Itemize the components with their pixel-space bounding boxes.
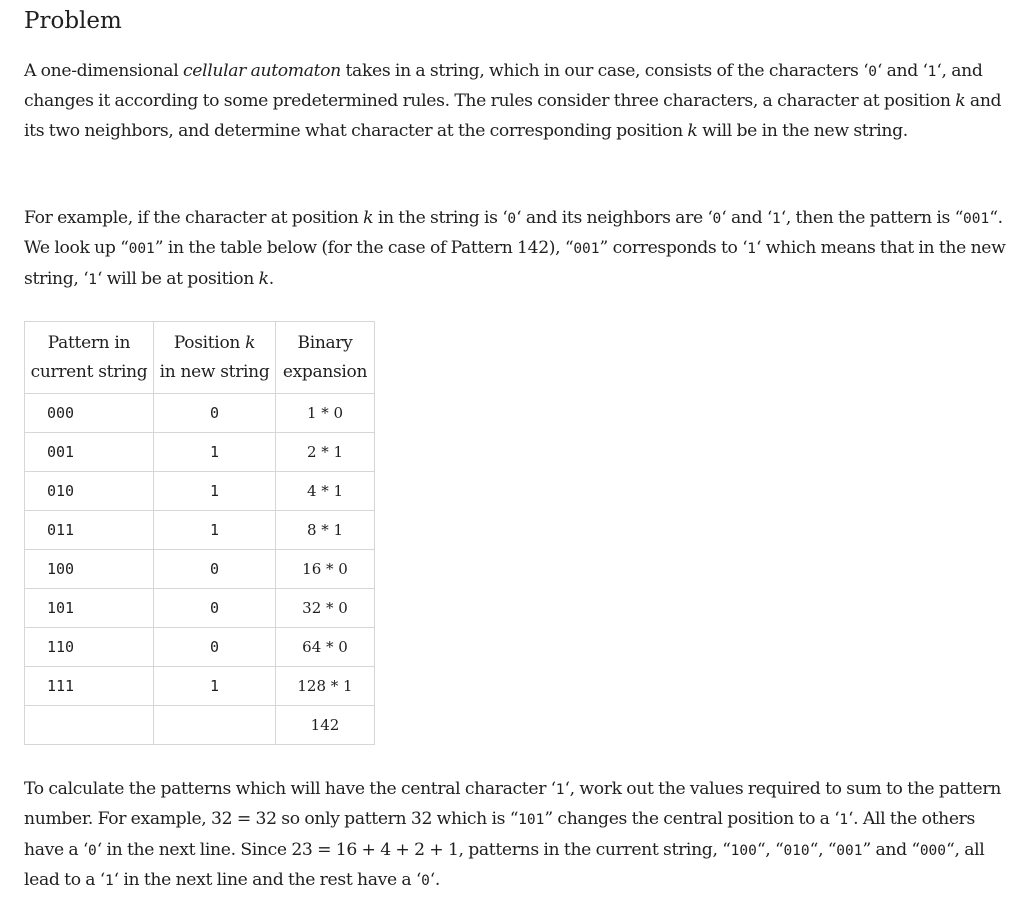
pattern-cell: 100 — [25, 550, 154, 589]
table-row — [25, 628, 375, 667]
header-position: Position k in new string — [154, 322, 276, 394]
position-cell: 1 — [154, 433, 276, 472]
pattern-table — [24, 321, 375, 745]
header-pattern: Pattern in current string — [25, 322, 154, 394]
binary-cell: 16 * 0 — [276, 550, 375, 589]
table-row — [25, 472, 375, 511]
pattern-cell: 101 — [25, 589, 154, 628]
empty-cell — [25, 706, 154, 745]
position-cell: 0 — [154, 550, 276, 589]
binary-cell: 8 * 1 — [276, 511, 375, 550]
total-cell: 142 — [276, 706, 375, 745]
position-cell: 0 — [154, 589, 276, 628]
empty-cell — [154, 706, 276, 745]
table-total-row — [25, 706, 375, 745]
table-row — [25, 433, 375, 472]
position-cell: 1 — [154, 511, 276, 550]
position-cell: 0 — [154, 394, 276, 433]
intro-paragraph: A one-dimensional cellular automaton takes in a string, which in our case, consists of the characters ‘0‘ and ‘1‘, and changes it according to some predetermined rules. The rules consider three characters, a character at position k and its two neighbors, and determine what character at the corresponding position k will be in the new string. — [24, 61, 1002, 141]
binary-cell: 2 * 1 — [276, 433, 375, 472]
header-binary: Binary expansion — [276, 322, 375, 394]
pattern-cell: 010 — [25, 472, 154, 511]
table-row — [25, 589, 375, 628]
calculation-paragraph: To calculate the patterns which will have the central character ‘1‘, work out the values required to sum to the pattern number. For example, 32 = 32 so only pattern 32 which is “101” changes the central position to a ‘1‘. All the others have a ‘0‘ in the next line. Since 23 = 16 + 4 + 2 + 1, patterns in the current string, “100“, “010“, “001” and “000“, all lead to a ‘1‘ in the next line and the rest have a ‘0‘. — [24, 779, 1001, 890]
table-row — [25, 667, 375, 706]
pattern-cell: 001 — [25, 433, 154, 472]
page-title: Problem — [24, 8, 122, 34]
pattern-cell: 111 — [25, 667, 154, 706]
pattern-cell: 011 — [25, 511, 154, 550]
binary-cell: 4 * 1 — [276, 472, 375, 511]
binary-cell: 1 * 0 — [276, 394, 375, 433]
example-paragraph: For example, if the character at position k in the string is ‘0‘ and its neighbors are ‘0‘ and ‘1‘, then the pattern is “001“. We look up “001” in the table below (for the case of Pattern 142), “001” corresponds to ‘1‘ which means that in the new string, ‘1‘ will be at position k. — [24, 208, 1006, 289]
table-header-row — [25, 322, 375, 394]
position-cell: 0 — [154, 628, 276, 667]
binary-cell: 32 * 0 — [276, 589, 375, 628]
binary-cell: 128 * 1 — [276, 667, 375, 706]
table-row — [25, 511, 375, 550]
pattern-cell: 000 — [25, 394, 154, 433]
position-cell: 1 — [154, 472, 276, 511]
binary-cell: 64 * 0 — [276, 628, 375, 667]
pattern-cell: 110 — [25, 628, 154, 667]
table-row — [25, 394, 375, 433]
position-cell: 1 — [154, 667, 276, 706]
table-row — [25, 550, 375, 589]
